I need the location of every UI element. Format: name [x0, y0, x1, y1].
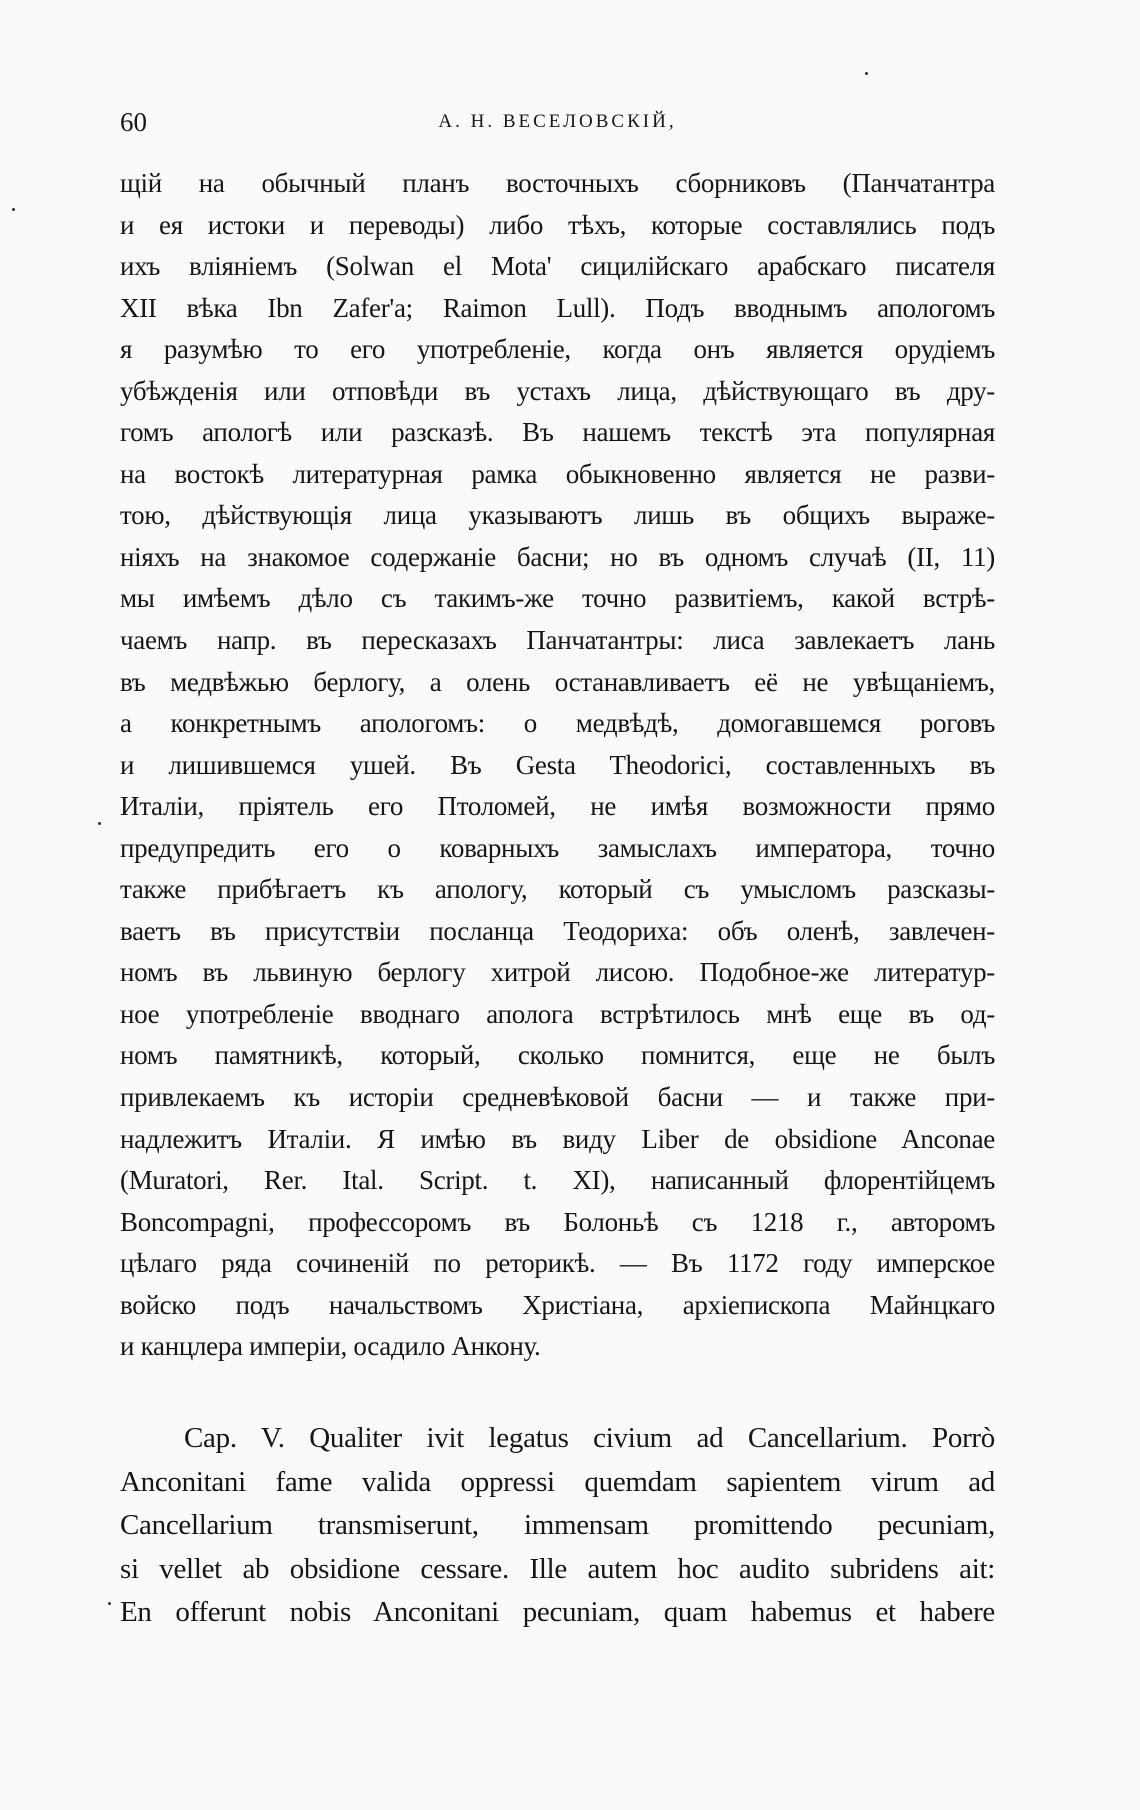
- page-number: 60: [120, 107, 147, 137]
- text-line: убѣжденія или отповѣди въ устахъ лица, дѣйствующаго въ дру-: [120, 375, 995, 406]
- text-line: ніяхъ на знакомое содержаніе басни; но въ одномъ случаѣ (II, 11): [120, 541, 995, 572]
- text-line: привлекаемъ къ исторіи средневѣковой басни — и также при-: [120, 1082, 995, 1113]
- latin-quotation: [120, 1417, 995, 1635]
- print-speck: [12, 208, 15, 211]
- print-speck: [98, 822, 101, 825]
- text-line: XII вѣка Ibn Zafer'a; Raimon Lull). Подъ вводнымъ апологомъ: [120, 292, 995, 323]
- text-line: надлежитъ Италіи. Я имѣю въ виду Liber de obsidione Anconae: [120, 1123, 995, 1154]
- quotation-line: Cancellarium transmiserunt, immensam promittendo pecuniam,: [120, 1509, 995, 1542]
- text-line: тою, дѣйствующія лица указываютъ лишь въ общихъ выраже-: [120, 500, 995, 531]
- text-line: и лишившемся ушей. Въ Gesta Theodorici, составленныхъ въ: [120, 749, 995, 780]
- running-head: А. Н. ВЕСЕЛОВСКІЙ,: [438, 111, 677, 132]
- quotation-line: Cap. V. Qualiter ivit legatus civium ad Cancellarium. Porrò: [184, 1422, 995, 1454]
- text-line: на востокѣ литературная рамка обыкновенно является не разви-: [120, 458, 995, 489]
- text-line: ихъ вліяніемъ (Solwan el Mota' сицилійскаго арабскаго писателя: [120, 251, 995, 282]
- text-line: также прибѣгаетъ къ апологу, который съ умысломъ разсказы-: [120, 874, 995, 905]
- text-line: въ медвѣжью берлогу, а олень останавливаетъ её не увѣщаніемъ,: [120, 666, 995, 697]
- text-line: и ея истоки и переводы) либо тѣхъ, которые составлялись подъ: [120, 209, 995, 240]
- text-line: гомъ апологѣ или разсказѣ. Въ нашемъ текстѣ эта популярная: [120, 417, 995, 448]
- text-line: войско подъ начальствомъ Христіана, архіепископа Майнцкаго: [120, 1289, 995, 1320]
- text-line: (Muratori, Rer. Ital. Script. t. XI), написанный флорентійцемъ: [120, 1165, 995, 1196]
- text-line: ное употребленіе вводнаго аполога встрѣтилось мнѣ еще въ од-: [120, 998, 995, 1029]
- text-line: Boncompagni, профессоромъ въ Болоньѣ съ 1218 г., авторомъ: [120, 1206, 995, 1237]
- print-speck: [865, 72, 868, 75]
- body-text: [120, 163, 995, 1368]
- text-line: мы имѣемъ дѣло съ такимъ-же точно развитіемъ, какой встрѣ-: [120, 583, 995, 614]
- text-line: щій на обычный планъ восточныхъ сборниковъ (Панчатантра: [120, 168, 995, 198]
- quotation-line: En offerunt nobis Anconitani pecuniam, quam habemus et habere: [120, 1596, 995, 1629]
- text-line: ваетъ въ присутствіи посланца Теодориха: объ оленѣ, завлечен-: [120, 915, 995, 946]
- print-speck: [108, 1602, 111, 1605]
- text-line: чаемъ напр. въ пересказахъ Панчатантры: лиса завлекаетъ лань: [120, 625, 995, 656]
- text-line: Италіи, пріятель его Птоломей, не имѣя возможности прямо: [120, 791, 995, 822]
- text-line: а конкретнымъ апологомъ: о медвѣдѣ, домогавшемся роговъ: [120, 708, 995, 739]
- text-line: номъ памятникѣ, который, сколько помнится, еще не былъ: [120, 1040, 995, 1071]
- quotation-line: Anconitani fame valida oppressi quemdam sapientem virum ad: [120, 1465, 995, 1498]
- text-line: номъ въ львиную берлогу хитрой лисою. Подобное-же литератур-: [120, 957, 995, 988]
- page-header: [120, 100, 995, 144]
- text-line: цѣлаго ряда сочиненій по реторикѣ. — Въ 1172 году имперское: [120, 1248, 995, 1279]
- text-line: предупредить его о коварныхъ замыслахъ императора, точно: [120, 832, 995, 863]
- text-line: и канцлера имперіи, осадило Анкону.: [120, 1331, 541, 1362]
- quotation-line: si vellet ab obsidione cessare. Ille autem hoc audito subridens ait:: [120, 1552, 995, 1585]
- text-line: я разумѣю то его употребленіе, когда онъ является орудіемъ: [120, 334, 995, 365]
